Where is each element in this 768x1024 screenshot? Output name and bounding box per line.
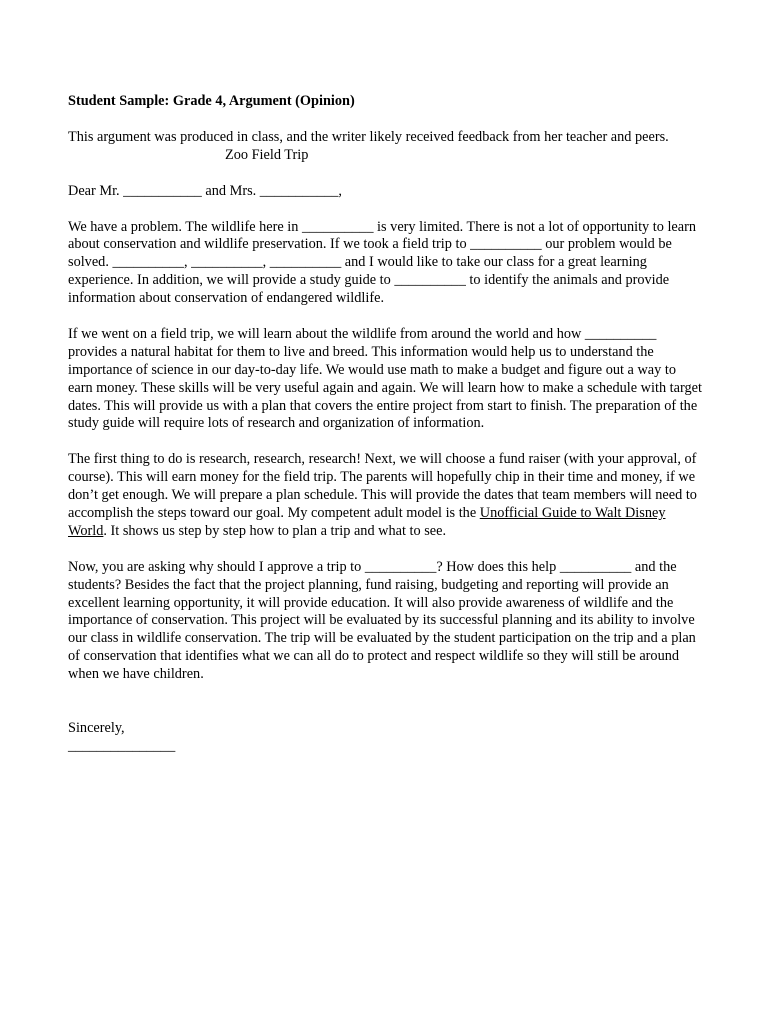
paragraph-2: If we went on a field trip, we will learn about the wildlife from around the world and how __________ provides a natural habitat for them to live and breed. This information would help us to understand the importance of science in our day-to-day life. We would use math to make a budget and figure out a way to earn money. These skills will be very useful again and again. We will learn how to make a schedule with target dates. This will provide us with a plan that covers the entire project from start to finish. The preparation of the study guide will require lots of research and organization of information. bbox=[68, 325, 702, 432]
paragraph-4: Now, you are asking why should I approve a trip to __________? How does this help __________ and the students? Besides the fact that the project planning, fund raising, budgeting and reporting will provide an excellent learning opportunity, it will provide education. It will also provide awareness of wildlife and the importance of conservation. This project will be evaluated by its successful planning and its ability to involve our class in wildlife conservation. The trip will be evaluated by the student participation on the trip and a plan of conservation that identifies what we can all do to protect and respect wildlife so they will still be around when we have children. bbox=[68, 558, 696, 683]
letter-title: Zoo Field Trip bbox=[225, 146, 309, 163]
document-heading: Student Sample: Grade 4, Argument (Opinion) bbox=[68, 93, 355, 109]
signature-line: _______________ bbox=[68, 737, 176, 754]
closing: Sincerely, bbox=[68, 720, 125, 737]
paragraph-3-text-start: The first thing to do is research, research, research! Next, we will choose a fund raiser (with your approval, of course). This will earn money for the field trip. The parents will hopefully chip in their time and money, if we don’t get enough. We will prepare a plan schedule. This will provide the dates that team members will need to accomplish the steps toward our goal. My competent adult model is the bbox=[68, 451, 697, 521]
salutation: Dear Mr. ___________ and Mrs. ___________, bbox=[68, 182, 343, 199]
paragraph-3 bbox=[68, 451, 702, 541]
document-body bbox=[68, 93, 702, 756]
book-title: Unofficial Guide to Walt Disney World bbox=[68, 504, 666, 539]
paragraph-1: We have a problem. The wildlife here in __________ is very limited. There is not a lot of opportunity to learn about conservation and wildlife preservation. If we took a field trip to __________ our problem would be solved. __________, __________, __________ and I would like to take our class for a great learning experience. In addition, we will provide a study guide to __________ to identify the animals and provide information about conservation of endangered wildlife. bbox=[68, 218, 697, 307]
paragraph-3-text-end: . It shows us step by step how to plan a trip and what to see. bbox=[103, 522, 447, 539]
intro-text: This argument was produced in class, and the writer likely received feedback from her teacher and peers. bbox=[68, 128, 669, 145]
